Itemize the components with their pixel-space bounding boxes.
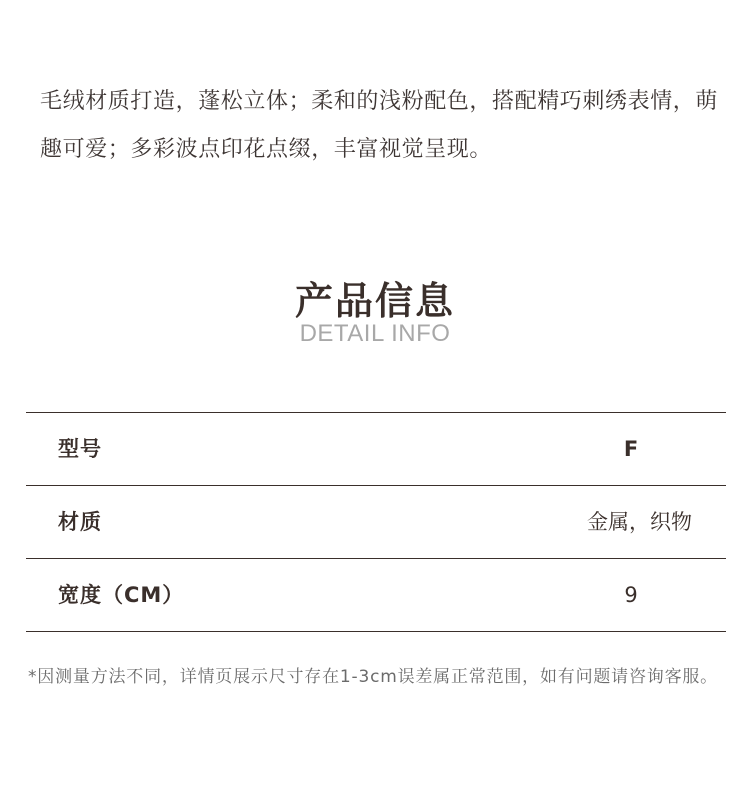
info-row-model [26,413,726,486]
info-row-width [26,559,726,632]
width-label: 宽度（CM） [58,583,185,607]
section-subtitle: DETAIL INFO [299,320,451,347]
product-info-table [26,412,726,632]
width-value: 9 [624,583,638,607]
section-title: 产品信息 [294,279,455,323]
product-description: 毛绒材质打造，蓬松立体；柔和的浅粉配色，搭配精巧刺绣表情，萌趣可爱；多彩波点印花点缀，丰富视觉呈现。 [40,89,719,162]
material-value: 金属，织物 [587,510,692,534]
info-row-material [26,486,726,559]
material-label: 材质 [58,510,102,534]
measurement-note: *因测量方法不同，详情页展示尺寸存在1-3cm误差属正常范围，如有问题请咨询客服。 [28,667,718,687]
model-value: F [623,437,639,461]
model-label: 型号 [58,437,102,461]
